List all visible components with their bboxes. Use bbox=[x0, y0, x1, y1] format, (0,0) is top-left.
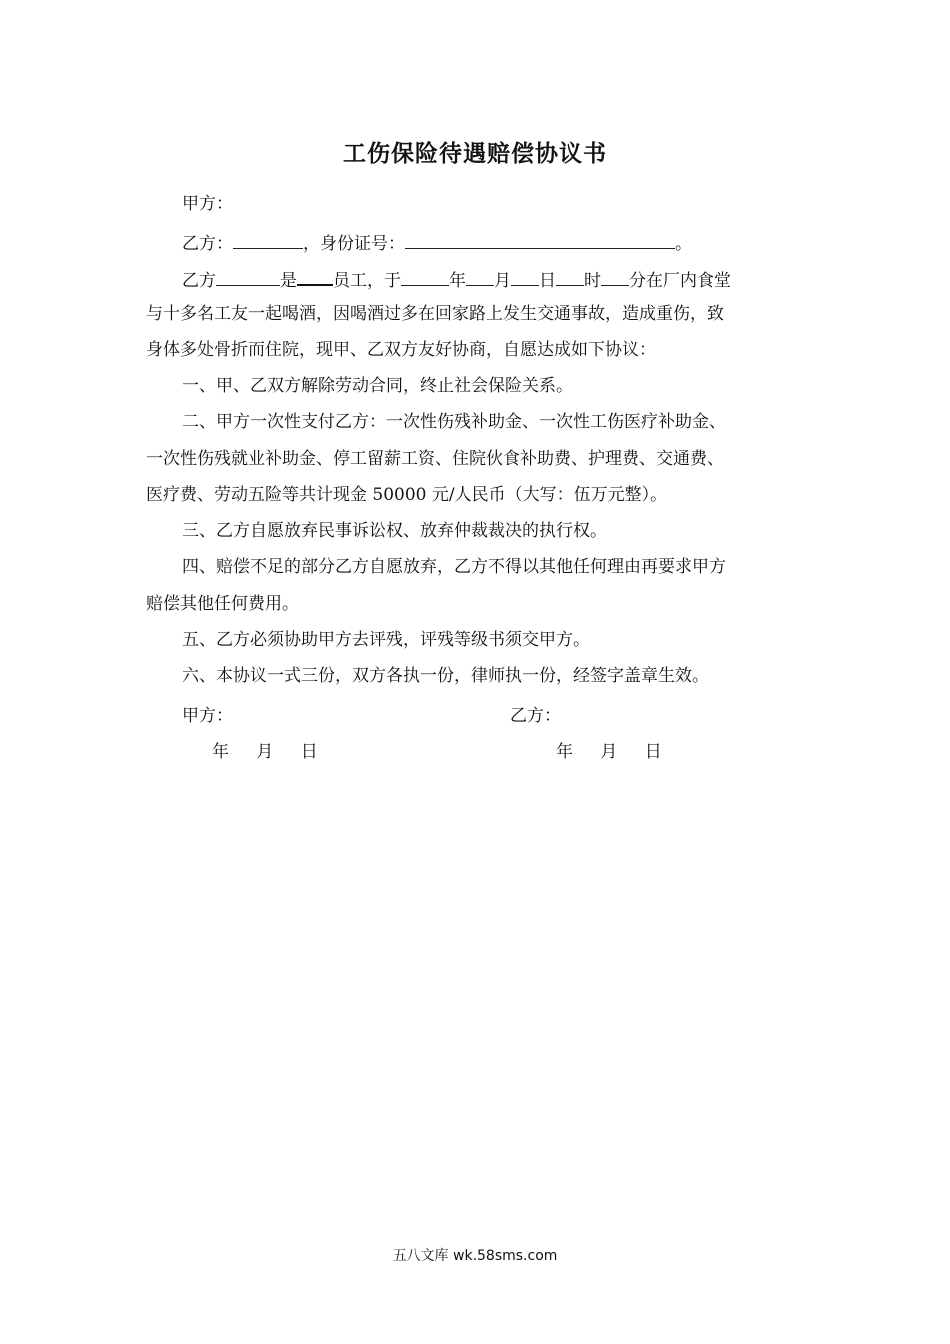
party-b-line bbox=[146, 230, 852, 256]
employee-name-blank bbox=[216, 267, 280, 286]
company-blank bbox=[297, 266, 333, 286]
party-a-line bbox=[146, 192, 852, 216]
para1-line2: 与十多名工友一起喝酒，因喝酒过多在回家路上发生交通事故，造成重伤，致 bbox=[146, 304, 724, 324]
para1-year: 年 bbox=[449, 271, 466, 291]
signature-date-b: 年 月 日 bbox=[556, 742, 662, 762]
para1-text-b: 是 bbox=[280, 271, 297, 291]
footer-watermark: 五八文库 wk.58sms.com bbox=[392, 1248, 558, 1264]
clause-1: 一、甲、乙双方解除劳动合同，终止社会保险关系。 bbox=[182, 376, 573, 396]
para1-line3: 身体多处骨折而住院，现甲、乙双方友好协商，自愿达成如下协议： bbox=[146, 340, 656, 360]
signature-date-a: 年 月 日 bbox=[212, 742, 318, 762]
para1-minute: 分在厂内食堂 bbox=[629, 271, 731, 291]
para1-hour: 时 bbox=[584, 271, 601, 291]
para1-text-c: 员工，于 bbox=[333, 271, 401, 291]
signature-party-b: 乙方： bbox=[510, 706, 561, 726]
para1-month: 月 bbox=[494, 271, 511, 291]
day-blank bbox=[511, 267, 539, 286]
document-title: 工伤保险待遇赔偿协议书 bbox=[343, 140, 607, 167]
party-b-id-blank bbox=[405, 230, 675, 249]
signature-party-a: 甲方： bbox=[182, 706, 233, 726]
party-b-end: 。 bbox=[675, 234, 692, 254]
clause-3: 三、乙方自愿放弃民事诉讼权、放弃仲裁裁决的执行权。 bbox=[182, 521, 607, 541]
para1-line1 bbox=[146, 266, 852, 293]
hour-blank bbox=[556, 267, 584, 286]
month-blank bbox=[466, 267, 494, 286]
clause-2-line2: 一次性伤残就业补助金、停工留薪工资、住院伙食补助费、护理费、交通费、 bbox=[146, 449, 724, 469]
clause-2-line3: 医疗费、劳动五险等共计现金 50000 元/人民币（大写：伍万元整）。 bbox=[146, 485, 668, 505]
para1-text-a: 乙方 bbox=[182, 271, 216, 291]
clause-6: 六、本协议一式三份，双方各执一份，律师执一份，经签字盖章生效。 bbox=[182, 666, 709, 686]
party-b-name-blank bbox=[233, 230, 303, 249]
year-blank bbox=[401, 267, 449, 286]
clause-2-line1: 二、甲方一次性支付乙方：一次性伤残补助金、一次性工伤医疗补助金、 bbox=[182, 412, 726, 432]
party-a-label: 甲方： bbox=[182, 194, 233, 214]
clause-4-line1: 四、赔偿不足的部分乙方自愿放弃，乙方不得以其他任何理由再要求甲方 bbox=[182, 557, 726, 577]
para1-day: 日 bbox=[539, 271, 556, 291]
clause-4-line2: 赔偿其他任何费用。 bbox=[146, 594, 299, 614]
party-b-label: 乙方： bbox=[182, 234, 233, 254]
party-b-id-label: ，身份证号： bbox=[303, 234, 405, 254]
clause-5: 五、乙方必须协助甲方去评残，评残等级书须交甲方。 bbox=[182, 630, 590, 650]
minute-blank bbox=[601, 267, 629, 286]
